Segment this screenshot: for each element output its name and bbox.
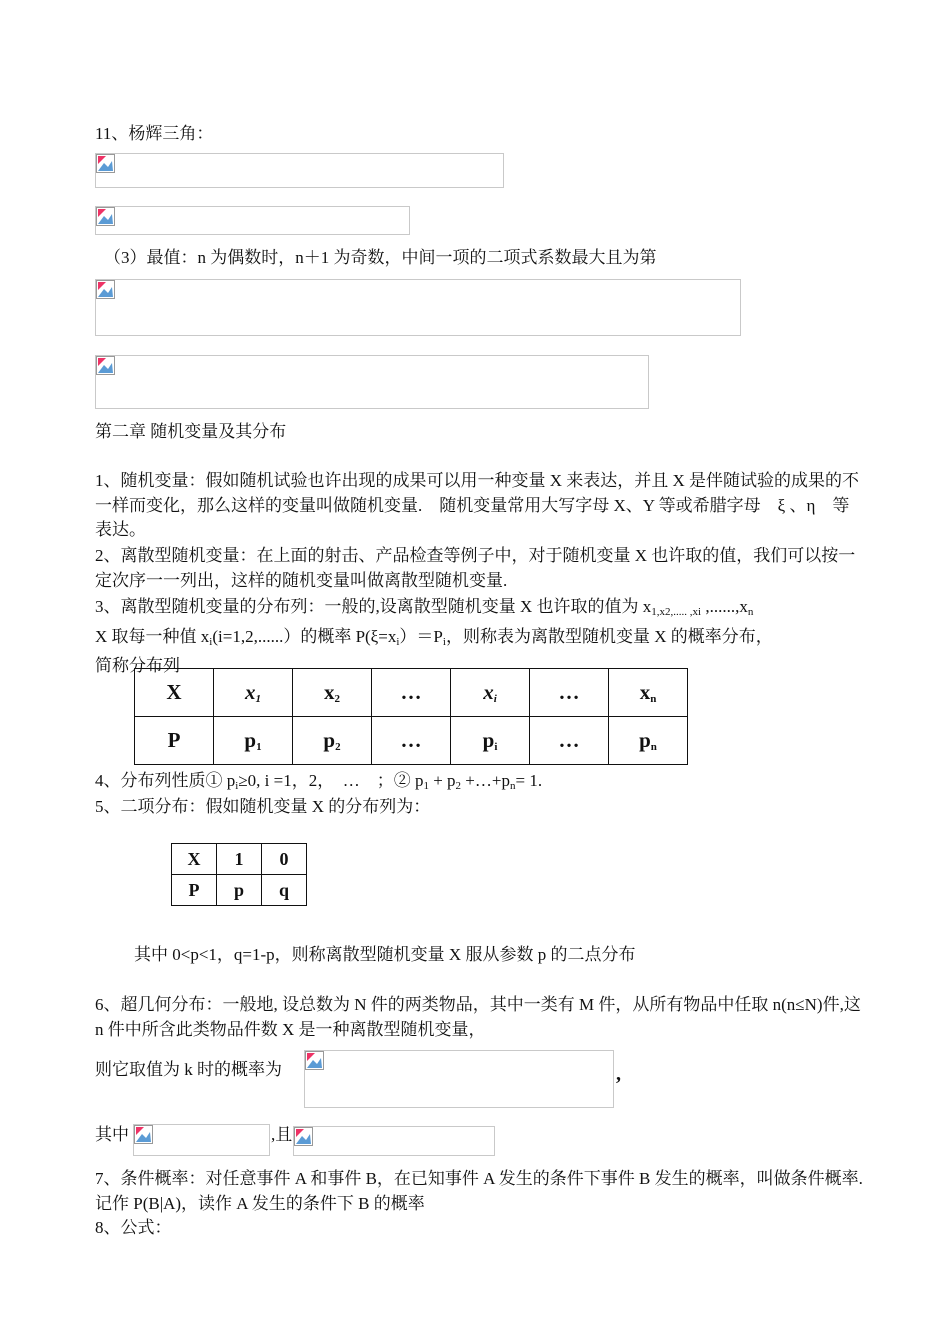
text: +…+p: [461, 771, 510, 790]
formula-image: [95, 153, 504, 188]
subscript: n: [509, 780, 516, 792]
max-value-line: （3）最值：n 为偶数时，n＋1 为奇数，中间一项的二项式系数最大且为第: [104, 248, 657, 267]
two-point-note: 其中 0<p<1，q=1-p，则称离散型随机变量 X 服从参数 p 的二点分布: [134, 945, 636, 964]
formula-image: [95, 355, 649, 409]
table-cell: …: [530, 717, 609, 765]
subscript: 2: [455, 780, 462, 792]
subscript: 1: [423, 780, 429, 792]
table-row: [135, 717, 688, 765]
broken-image-icon: [96, 356, 115, 375]
table-cell: …: [372, 717, 451, 765]
table-cell: X: [135, 669, 214, 717]
comma: ,: [616, 1063, 621, 1085]
properties-line: [95, 769, 542, 798]
probability-label: 则它取值为 k 时的概率为: [95, 1060, 282, 1079]
broken-image-icon: [96, 207, 115, 226]
table-cell: $x_i$: [451, 669, 530, 717]
subscript: i: [235, 780, 239, 792]
table-cell: 0: [262, 844, 307, 875]
text: ，则称表为离散型随机变量 X 的概率分布，: [445, 626, 773, 646]
paragraph-hypergeometric: 6、超几何分布：一般地, 设总数为 N 件的两类物品，其中一类有 M 件，从所有物品中任取 n(n≤N)件,这 n 件中所含此类物品件数 X 是一种离散型随机变量，: [95, 995, 861, 1039]
text: 3、离散型随机变量的分布列：一般的,设离散型随机变量 X 也许取的值为 x: [95, 597, 652, 616]
table-cell: q: [262, 875, 307, 906]
text: ,......,x: [701, 597, 748, 616]
paragraph-discrete-variable: 2、离散型随机变量：在上面的射击、产品检查等例子中，对于随机变量 X 也许取的值，我们可以按一定次序一一列出，这样的随机变量叫做离散型随机变量.: [95, 546, 856, 590]
text: X 取每一种值 x: [95, 626, 210, 646]
table-cell: P: [172, 875, 217, 906]
table-cell: 1: [217, 844, 262, 875]
chapter-title: 第二章 随机变量及其分布: [95, 422, 287, 441]
text: = 1.: [515, 771, 543, 790]
formula-image: [304, 1050, 614, 1108]
broken-image-icon: [134, 1125, 153, 1144]
section-11-heading: 11、杨辉三角：: [95, 124, 214, 143]
paragraph-random-variable: 1、随机变量：假如随机试验也许出现的成果可以用一种变量 X 来表达，并且 X 是伴随试验的成果的不一样而变化，那么这样的变量叫做随机变量. 随机变量常用大写字母 X、Y 等或希腊字母 ξ 、η 等表达。: [95, 471, 860, 539]
broken-image-icon: [96, 154, 115, 173]
formula-heading: 8、公式：: [95, 1218, 172, 1237]
table-row: [172, 844, 307, 875]
table-cell: $p_1$: [214, 717, 293, 765]
subscript: i: [698, 606, 702, 618]
text: + p: [428, 771, 456, 790]
table-cell: $x_1$: [214, 669, 293, 717]
subscript: i: [396, 635, 400, 648]
and-label: ,且: [271, 1125, 293, 1144]
where-label: 其中: [95, 1125, 129, 1144]
subscript: i: [442, 635, 446, 648]
text: 简称分布列: [95, 656, 180, 675]
table-row: [172, 875, 307, 906]
subscript: n: [747, 606, 754, 618]
table-cell: X: [172, 844, 217, 875]
paragraph-conditional-probability: 7、条件概率：对任意事件 A 和事件 B，在已知事件 A 发生的条件下事件 B 发生的概率，叫做条件概率.记作 P(B|A)，读作 A 发生的条件下 B 的概率: [95, 1169, 863, 1213]
formula-image: [133, 1124, 270, 1156]
subscript: i: [209, 635, 213, 648]
broken-image-icon: [294, 1127, 313, 1146]
table-row: [135, 669, 688, 717]
formula-image: [293, 1126, 495, 1156]
table-cell: $p_i$: [451, 717, 530, 765]
table-cell: $x_2$: [293, 669, 372, 717]
table-cell: …: [530, 669, 609, 717]
text: ）＝P: [399, 626, 443, 646]
two-point-table: [171, 843, 307, 906]
formula-image: [95, 206, 410, 235]
table-cell: p: [217, 875, 262, 906]
text: ≥0, i =1，2， … ；② p: [238, 771, 424, 790]
formula-image: [95, 279, 741, 336]
table-cell: $p_n$: [609, 717, 688, 765]
text: (i=1,2,......）的概率 P(ξ=x: [212, 626, 397, 646]
paragraph-distribution: [95, 595, 865, 679]
distribution-table: [134, 668, 688, 765]
table-cell: $x_n$: [609, 669, 688, 717]
table-cell: $p_2$: [293, 717, 372, 765]
subscript: 1,x2,..... ,x: [651, 606, 699, 618]
broken-image-icon: [305, 1051, 324, 1070]
broken-image-icon: [96, 280, 115, 299]
table-cell: P: [135, 717, 214, 765]
binomial-heading: 5、二项分布：假如随机变量 X 的分布列为：: [95, 797, 431, 816]
text: 4、分布列性质① p: [95, 771, 236, 790]
table-cell: …: [372, 669, 451, 717]
